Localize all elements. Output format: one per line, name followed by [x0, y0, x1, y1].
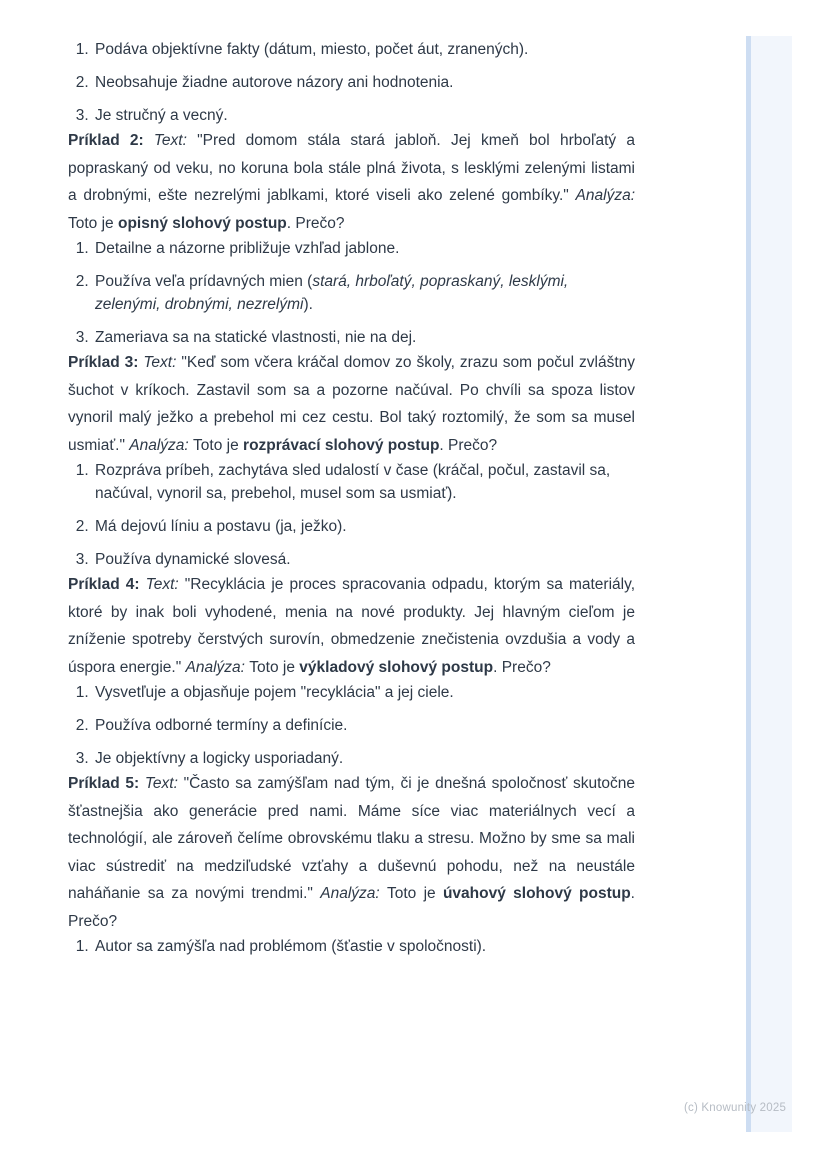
text-segment: Analýza:: [129, 436, 194, 454]
text-segment: Text:: [145, 576, 185, 593]
text-segment: opisný slohový postup: [117, 214, 287, 232]
document-content: [68, 38, 635, 958]
paragraph: [68, 349, 635, 459]
list-item: [93, 747, 635, 770]
text-segment: Toto je: [249, 658, 300, 676]
text-segment: Príklad 5:: [68, 775, 145, 792]
text-segment: Autor sa zamýšľa nad problémom (šťastie v spoločnosti).: [95, 938, 487, 955]
text-segment: Rozpráva príbeh, zachytáva sled udalostí v čase (kráčal, počul, zastavil sa, načúval, vynoril sa, prebehol, musel som sa usmiať).: [95, 462, 611, 502]
text-segment: Text:: [143, 354, 182, 371]
text-segment: "Recyklácia je proces spracovania odpadu, ktorým sa materiály, ktoré by inak boli vyhodené, menia na nové produkty. Jej hlavným cieľom je zníženie spotreby čerstvých surovín, obmedzenie znečistenia ovzdušia a vody a úspora energie.": [68, 576, 635, 676]
text-segment: Text:: [144, 775, 184, 792]
numbered-list: [68, 459, 635, 571]
text-segment: . Prečo?: [286, 214, 345, 232]
text-segment: Analýza:: [320, 885, 387, 902]
text-segment: Analýza:: [575, 187, 635, 204]
text-segment: úvahový slohový postup: [442, 885, 631, 902]
text-segment: Je objektívny a logicky usporiadaný.: [95, 750, 344, 767]
text-segment: Toto je: [386, 885, 443, 902]
list-item: [93, 459, 635, 505]
text-segment: výkladový slohový postup: [299, 658, 494, 676]
text-segment: Toto je: [193, 436, 244, 454]
list-item: [93, 270, 635, 316]
text-segment: rozprávací slohový postup: [243, 436, 440, 454]
text-segment: "Často sa zamýšľam nad tým, či je dnešná spoločnosť skutočne šťastnejšia ako generácie pred nami. Máme síce viac materiálnych vecí a technológií, ale zároveň čelíme obrovskému tlaku a stresu. Možno by sme sa mali viac sústrediť na medziľudské vzťahy a duševnú pohodu, než na neustále naháňanie sa za novými trendmi.": [68, 775, 635, 902]
text-segment: Príklad 4:: [68, 576, 146, 593]
list-item: [93, 237, 635, 260]
watermark: (c) Knowunity 2025: [684, 1102, 787, 1114]
text-segment: Podáva objektívne fakty (dátum, miesto, počet áut, zranených).: [95, 41, 529, 58]
list-item: [93, 548, 635, 571]
paragraph: [68, 127, 635, 237]
text-segment: Je stručný a vecný.: [95, 107, 228, 124]
text-segment: . Prečo?: [493, 658, 551, 676]
text-segment: Príklad 2:: [68, 132, 154, 149]
list-item: [93, 515, 635, 538]
text-segment: Príklad 3:: [68, 354, 144, 371]
text-segment: . Prečo?: [68, 885, 635, 930]
numbered-list: [68, 237, 635, 349]
text-segment: . Prečo?: [439, 436, 498, 454]
numbered-list: [68, 935, 635, 958]
text-segment: Má dejovú líniu a postavu (ja, ježko).: [95, 518, 347, 535]
text-segment: ).: [303, 296, 313, 313]
paragraph: [68, 770, 635, 935]
text-segment: "Pred domom stála stará jabloň. Jej kmeň bol hrboľatý a popraskaný od veku, no koruna bola stále plná života, s lesklými zelenými listami a drobnými, ešte nezrelými jablkami, ktoré viseli ako zelené gombíky.": [68, 132, 635, 204]
numbered-list: [68, 38, 635, 127]
text-segment: Používa dynamické slovesá.: [95, 551, 291, 568]
text-segment: Toto je: [68, 214, 118, 232]
list-item: [93, 38, 635, 61]
text-segment: Zameriava sa na statické vlastnosti, nie na dej.: [95, 329, 417, 346]
list-item: [93, 935, 635, 958]
text-segment: Analýza:: [185, 658, 250, 676]
text-segment: stará, hrboľatý, popraskaný, lesklými, zelenými, drobnými, nezrelými: [95, 273, 569, 313]
scrollbar[interactable]: [746, 36, 792, 1132]
paragraph: [68, 571, 635, 681]
list-item: [93, 714, 635, 737]
list-item: [93, 326, 635, 349]
text-segment: Používa odborné termíny a definície.: [95, 717, 348, 734]
text-segment: Detailne a názorne približuje vzhľad jablone.: [95, 240, 400, 257]
text-segment: Vysvetľuje a objasňuje pojem "recyklácia" a jej ciele.: [95, 684, 454, 701]
text-segment: Neobsahuje žiadne autorove názory ani hodnotenia.: [95, 74, 454, 91]
text-segment: "Keď som včera kráčal domov zo školy, zrazu som počul zvláštny šuchot v kríkoch. Zastavil som sa a pozorne načúval. Po chvíli sa spoza listov vynoril malý ježko a prebehol mi cez cestu. Bol taký roztomilý, že som sa musel usmiať.": [68, 354, 635, 454]
numbered-list: [68, 681, 635, 770]
text-segment: Používa veľa prídavných mien (: [95, 273, 313, 290]
list-item: [93, 104, 635, 127]
list-item: [93, 681, 635, 704]
list-item: [93, 71, 635, 94]
text-segment: Text:: [153, 132, 198, 149]
